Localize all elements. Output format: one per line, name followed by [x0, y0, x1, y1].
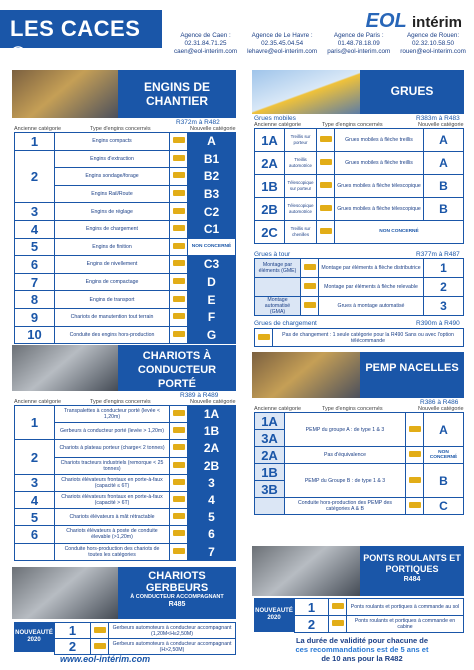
- grues-tour-ref: R377m à R487: [416, 251, 460, 258]
- old-category: 4: [15, 491, 55, 508]
- crane-type: Grues mobiles à flèche treillis: [335, 129, 424, 152]
- table-row: [255, 464, 464, 481]
- new-category: A: [424, 152, 464, 175]
- icon-cell: [170, 543, 188, 560]
- lift-icon: [409, 477, 421, 483]
- website-link[interactable]: www.eol-intérim.com: [60, 654, 151, 664]
- old-category: 5: [15, 509, 55, 526]
- icon-cell: [170, 406, 188, 423]
- engine-icon: [173, 225, 185, 231]
- engine-type: Engins de transport: [55, 291, 170, 309]
- icon-cell: [170, 168, 188, 186]
- engine-type: Engins de compactage: [55, 273, 170, 291]
- table-row: [255, 198, 464, 221]
- page-title: LES CACES ®: [0, 10, 162, 48]
- table-row: [55, 623, 236, 639]
- table-row: [15, 440, 236, 457]
- icon-cell: [170, 326, 188, 344]
- forklift-type: Chariots à plateau porteur (charge< 2 tonnes): [55, 440, 170, 457]
- pemp-type: PEMP du groupe A : de type 1 & 3: [285, 413, 406, 447]
- engine-icon: [173, 331, 185, 337]
- icon-cell: [317, 129, 335, 152]
- icon-cell: [170, 457, 188, 474]
- icon-cell: [170, 526, 188, 543]
- tower-crane-type: [255, 278, 301, 297]
- tower-crane-type: Montage automatisé (GMA): [255, 297, 301, 316]
- engine-type: Engins de nivellement: [55, 256, 170, 274]
- new-category: 3: [188, 474, 236, 491]
- icon-cell: [170, 273, 188, 291]
- chariots-table: [14, 405, 236, 561]
- engine-type: Engins de réglage: [55, 203, 170, 221]
- bridge-crane-icon: [332, 620, 344, 626]
- crane-icon: [320, 182, 332, 188]
- forklift-icon: [173, 479, 185, 485]
- gerbeurs-photo: [12, 567, 118, 619]
- icon-cell: [329, 599, 347, 616]
- new-category: 1B: [188, 423, 236, 440]
- crane-subtype: Télescopique sur porteur: [285, 175, 317, 198]
- table-row: [15, 150, 236, 168]
- engins-table: [14, 132, 236, 344]
- new-category: C2: [188, 203, 236, 221]
- icon-cell: [170, 220, 188, 238]
- new-category: 1: [424, 259, 464, 278]
- pemp-col-new: Nouvelle catégorie: [418, 406, 464, 412]
- table-row: [15, 406, 236, 423]
- old-category: 3B: [255, 481, 285, 498]
- new-category: 1A: [188, 406, 236, 423]
- forklift-icon: [173, 462, 185, 468]
- forklift-icon: [173, 530, 185, 536]
- engine-type: Engins compacts: [55, 133, 170, 151]
- gerbeurs-table: [54, 622, 236, 655]
- new-category: C3: [188, 256, 236, 274]
- new-category: 2A: [188, 440, 236, 457]
- icon-cell: [170, 491, 188, 508]
- crane-icon: [320, 159, 332, 165]
- icon-cell: [170, 291, 188, 309]
- new-category: 3: [424, 297, 464, 316]
- engine-icon: [173, 208, 185, 214]
- forklift-icon: [173, 496, 185, 502]
- icon-cell: [170, 238, 188, 256]
- pemp-photo: [252, 352, 360, 398]
- new-category: B2: [188, 168, 236, 186]
- table-row: [255, 259, 464, 278]
- table-row: [15, 238, 236, 256]
- icon-cell: [170, 150, 188, 168]
- new-category: C1: [188, 220, 236, 238]
- page-header: [0, 0, 474, 67]
- new-category: B: [424, 198, 464, 221]
- crane-icon: [320, 228, 332, 234]
- engine-type: Chariots de manutention tout terrain: [55, 308, 170, 326]
- grues-title: GRUES: [360, 70, 464, 114]
- table-row: [15, 509, 236, 526]
- bridge-crane-type: Ponts roulants et portiques à commande au sol: [347, 599, 464, 616]
- engine-icon: [173, 155, 185, 161]
- table-row: [15, 526, 236, 543]
- new-category: B: [424, 175, 464, 198]
- old-category: [255, 498, 285, 515]
- table-row: [15, 308, 236, 326]
- engine-icon: [173, 313, 185, 319]
- new-category: B: [424, 464, 464, 498]
- table-row: [15, 256, 236, 274]
- new-category: F: [188, 308, 236, 326]
- new-category: D: [188, 273, 236, 291]
- engine-icon: [173, 190, 185, 196]
- new-category: B1: [188, 150, 236, 168]
- tower-crane-mount: Montage par éléments à flèche relevable: [319, 278, 424, 297]
- old-category: 9: [15, 308, 55, 326]
- new-category: NON CONCERNÉ: [424, 447, 464, 464]
- table-row: [255, 413, 464, 430]
- grues-charge-label: Grues de chargement: [254, 320, 317, 327]
- engins-col-new: Nouvelle catégorie: [190, 126, 236, 132]
- grues-photo: [252, 70, 360, 114]
- agency-paris: Agence de Paris : 01.48.78.18.09 paris@eol-interim.com: [327, 32, 391, 55]
- agency-rouen: Agence de Rouen: 02.32.10.58.50 rouen@eol-interim.com: [400, 32, 466, 55]
- old-category: 3: [15, 474, 55, 491]
- table-row: [255, 129, 464, 152]
- chariots-col-new: Nouvelle catégorie: [190, 399, 236, 405]
- icon-cell: [317, 198, 335, 221]
- engine-type: Engins de finition: [55, 238, 170, 256]
- icon-cell: [91, 623, 109, 639]
- chariots-photo: [12, 345, 118, 391]
- old-category: 1A: [255, 413, 285, 430]
- icon-cell: [301, 297, 319, 316]
- forklift-icon: [173, 444, 185, 450]
- old-category: 2C: [255, 221, 285, 244]
- crane-type: Grues mobiles à flèche treillis: [335, 152, 424, 175]
- agency-lehavre: Agence de Le Havre : 02.35.45.04.54 lehavre@eol-interim.com: [247, 32, 318, 55]
- old-category: 6: [15, 526, 55, 543]
- engins-col-types: Type d'engins concernés: [90, 126, 151, 132]
- forklift-icon: [173, 513, 185, 519]
- old-category: 5: [15, 238, 55, 256]
- stacker-icon: [94, 643, 106, 649]
- old-category: 1: [15, 406, 55, 440]
- crane-subtype: Treillis sur porteur: [285, 129, 317, 152]
- new-category: B3: [188, 185, 236, 203]
- old-category: 2B: [255, 198, 285, 221]
- eol-logo: EOL intérim: [365, 10, 462, 32]
- tower-crane-icon: [304, 283, 316, 289]
- icon-cell: [170, 133, 188, 151]
- stacker-type: Gerbeurs automoteurs à conducteur accompagnant (1,20M<H≤2,50M): [109, 623, 236, 639]
- grues-mobiles-label: Grues mobiles: [254, 115, 296, 122]
- old-category: 2: [15, 150, 55, 203]
- category: 2: [295, 616, 329, 633]
- forklift-type: Chariots élévateurs frontaux en porte-à-faux (capacité > 6T): [55, 491, 170, 508]
- icon-cell: [317, 175, 335, 198]
- engine-type: Engins de chargement: [55, 220, 170, 238]
- forklift-type: Chariots élévateurs frontaux en porte-à-faux (capacité ≤ 6T): [55, 474, 170, 491]
- pemp-ref: R386 à R486: [420, 399, 459, 406]
- crane-type: Grues mobiles à flèche télescopique: [335, 175, 424, 198]
- grues-col-types: Type d'engins concernés: [322, 122, 383, 128]
- category: 1: [55, 623, 91, 639]
- pemp-table: [254, 412, 464, 515]
- old-category: 3A: [255, 430, 285, 447]
- old-category: 1B: [255, 175, 285, 198]
- table-row: [15, 220, 236, 238]
- engine-icon: [173, 260, 185, 266]
- new-category: A: [188, 133, 236, 151]
- icon-cell: [301, 259, 319, 278]
- icon-cell: [170, 474, 188, 491]
- crane-type: Grues mobiles à flèche télescopique: [335, 198, 424, 221]
- table-row: [255, 278, 464, 297]
- new-category: E: [188, 291, 236, 309]
- engins-ref: R372m à R482: [176, 119, 220, 126]
- new-category: 2B: [188, 457, 236, 474]
- table-row: [295, 599, 464, 616]
- forklift-type: Chariots élévateurs à poste de conduite élevable (>1,20m): [55, 526, 170, 543]
- icon-cell: [170, 509, 188, 526]
- ponts-photo: [252, 546, 360, 596]
- category: 2: [55, 639, 91, 655]
- table-row: [15, 291, 236, 309]
- table-row: [15, 543, 236, 560]
- engine-icon: [173, 243, 185, 249]
- category: 1: [295, 599, 329, 616]
- table-row: [15, 474, 236, 491]
- bridge-crane-icon: [332, 603, 344, 609]
- new-category: NON CONCERNÉ: [188, 238, 236, 256]
- chariots-col-old: Ancienne catégorie: [14, 399, 62, 405]
- engine-type: Engins Rail/Route: [55, 185, 170, 203]
- ponts-table: [294, 598, 464, 633]
- new-category: 6: [188, 526, 236, 543]
- new-category: NON CONCERNÉ: [335, 221, 464, 244]
- table-row: [15, 133, 236, 151]
- old-category: 2A: [255, 152, 285, 175]
- engine-icon: [173, 137, 185, 143]
- tower-crane-mount: Montage par éléments à flèche distributrice: [319, 259, 424, 278]
- ponts-title-block: PONTS ROULANTS ET PORTIQUES R484: [360, 546, 464, 596]
- engine-icon: [173, 172, 185, 178]
- grues-tour-table: [254, 258, 464, 316]
- icon-cell: [317, 152, 335, 175]
- forklift-type: Gerbeurs à conducteur porté (levée > 1,20m): [55, 423, 170, 440]
- forklift-icon: [173, 410, 185, 416]
- icon-cell: [406, 447, 424, 464]
- old-category: 6: [15, 256, 55, 274]
- lift-icon: [409, 451, 421, 457]
- table-row: [255, 152, 464, 175]
- old-category: 3: [15, 203, 55, 221]
- table-row: Pas de changement : 1 seule catégorie pour la R490 Sans ou avec l'option télécommande: [255, 329, 464, 347]
- engins-col-old: Ancienne catégorie: [14, 126, 62, 132]
- table-row: [255, 447, 464, 464]
- new-category: A: [424, 129, 464, 152]
- forklift-type: Chariots tracteurs industriels (remorque < 25 tonnes): [55, 457, 170, 474]
- crane-subtype: Treillis sur chenilles: [285, 221, 317, 244]
- icon-cell: [170, 423, 188, 440]
- gerbeurs-title-block: CHARIOTS GERBEURS À CONDUCTEUR ACCOMPAGNANT R485: [118, 567, 236, 619]
- engine-icon: [173, 278, 185, 284]
- forklift-type: Conduite hors-production des chariots de toutes les catégories: [55, 543, 170, 560]
- engine-type: Engins sondage/forage: [55, 168, 170, 186]
- pemp-type: Pas d'équivalence: [285, 447, 406, 464]
- tower-crane-mount: Grues à montage automatisé: [319, 297, 424, 316]
- table-row: [15, 326, 236, 344]
- grues-charge-ref: R390m à R490: [416, 320, 460, 327]
- table-row: [255, 175, 464, 198]
- crane-icon: [258, 334, 270, 340]
- icon-cell: [329, 616, 347, 633]
- old-category: 8: [15, 291, 55, 309]
- old-category: 4: [15, 220, 55, 238]
- icon-cell: [91, 639, 109, 655]
- icon-cell: [170, 440, 188, 457]
- old-category: 2A: [255, 447, 285, 464]
- gerbeurs-new-badge: NOUVEAUTÉ 2020: [14, 622, 54, 652]
- icon-cell: [170, 203, 188, 221]
- engins-photo: [12, 70, 118, 118]
- agency-list: [174, 32, 466, 56]
- crane-subtype: Télescopique automotrice: [285, 198, 317, 221]
- lift-icon: [409, 426, 421, 432]
- old-category: 1B: [255, 464, 285, 481]
- old-category: 1: [15, 133, 55, 151]
- old-category: 1A: [255, 129, 285, 152]
- crane-icon: [320, 136, 332, 142]
- icon-cell: [301, 278, 319, 297]
- grues-col-old: Ancienne catégorie: [254, 122, 302, 128]
- engine-icon: [173, 296, 185, 302]
- chariots-title: CHARIOTS À CONDUCTEUR PORTÉ: [118, 345, 236, 391]
- tower-crane-icon: [304, 264, 316, 270]
- chariots-col-types: Type d'engins concernés: [90, 399, 151, 405]
- icon-cell: [406, 464, 424, 498]
- grues-ref: R383m à R483: [416, 115, 460, 122]
- pemp-col-types: Type d'engins concernés: [322, 406, 383, 412]
- new-category: 7: [188, 543, 236, 560]
- icon-cell: [170, 256, 188, 274]
- table-row: [255, 498, 464, 515]
- new-category: C: [424, 498, 464, 515]
- pemp-col-old: Ancienne catégorie: [254, 406, 302, 412]
- old-category: 2: [15, 440, 55, 474]
- stacker-icon: [94, 627, 106, 633]
- stacker-type: Gerbeurs automoteurs à conducteur accompagnant (H>2,50M): [109, 639, 236, 655]
- agency-caen: Agence de Caen : 02.31.84.71.25 caen@eol-interim.com: [174, 32, 238, 55]
- table-row: [15, 273, 236, 291]
- forklift-icon: [173, 427, 185, 433]
- engine-type: Engins d'extraction: [55, 150, 170, 168]
- old-category: [15, 543, 55, 560]
- new-category: 4: [188, 491, 236, 508]
- table-row: [55, 639, 236, 655]
- forklift-type: Transpalettes à conducteur porté (levée < 1,20m): [55, 406, 170, 423]
- table-row: [255, 297, 464, 316]
- old-category: 7: [15, 273, 55, 291]
- crane-subtype: Treillis automotrice: [285, 152, 317, 175]
- tower-crane-icon: [304, 302, 316, 308]
- forklift-type: Chariots élévateurs à mât rétractable: [55, 509, 170, 526]
- icon-cell: [317, 221, 335, 244]
- pemp-type: Conduite hors-production des PEMP des catégories A & B: [285, 498, 406, 515]
- new-category: 2: [424, 278, 464, 297]
- table-row: [15, 203, 236, 221]
- new-category: G: [188, 326, 236, 344]
- tower-crane-type: Montage par éléments (GME): [255, 259, 301, 278]
- grues-charge-table: [254, 328, 464, 347]
- table-row: [15, 491, 236, 508]
- new-category: 5: [188, 509, 236, 526]
- icon-cell: [170, 308, 188, 326]
- pemp-type: PEMP du Groupe B : de type 1 & 3: [285, 464, 406, 498]
- grues-col-new: Nouvelle catégorie: [418, 122, 464, 128]
- table-row: [255, 221, 464, 244]
- lift-icon: [409, 502, 421, 508]
- chariots-ref: R389 à R489: [180, 392, 219, 399]
- grues-tour-label: Grues à tour: [254, 251, 291, 258]
- icon-cell: [170, 185, 188, 203]
- engine-type: Conduite des engins hors-production: [55, 326, 170, 344]
- table-row: [295, 616, 464, 633]
- new-category: A: [424, 413, 464, 447]
- forklift-icon: [173, 548, 185, 554]
- icon-cell: [406, 413, 424, 447]
- crane-icon: [320, 205, 332, 211]
- validity-note: La durée de validité pour chacune de ces recommandations est de 5 ans et de 10 ans pour la R482: [295, 636, 429, 663]
- pemp-title: PEMP NACELLES: [360, 352, 464, 398]
- grues-table: [254, 128, 464, 244]
- engins-title: ENGINS DE CHANTIER: [118, 70, 236, 118]
- ponts-new-badge: NOUVEAUTÉ 2020: [254, 598, 294, 632]
- bridge-crane-type: Ponts roulants et portiques à commande en cabine: [347, 616, 464, 633]
- icon-cell: [406, 498, 424, 515]
- old-category: 10: [15, 326, 55, 344]
